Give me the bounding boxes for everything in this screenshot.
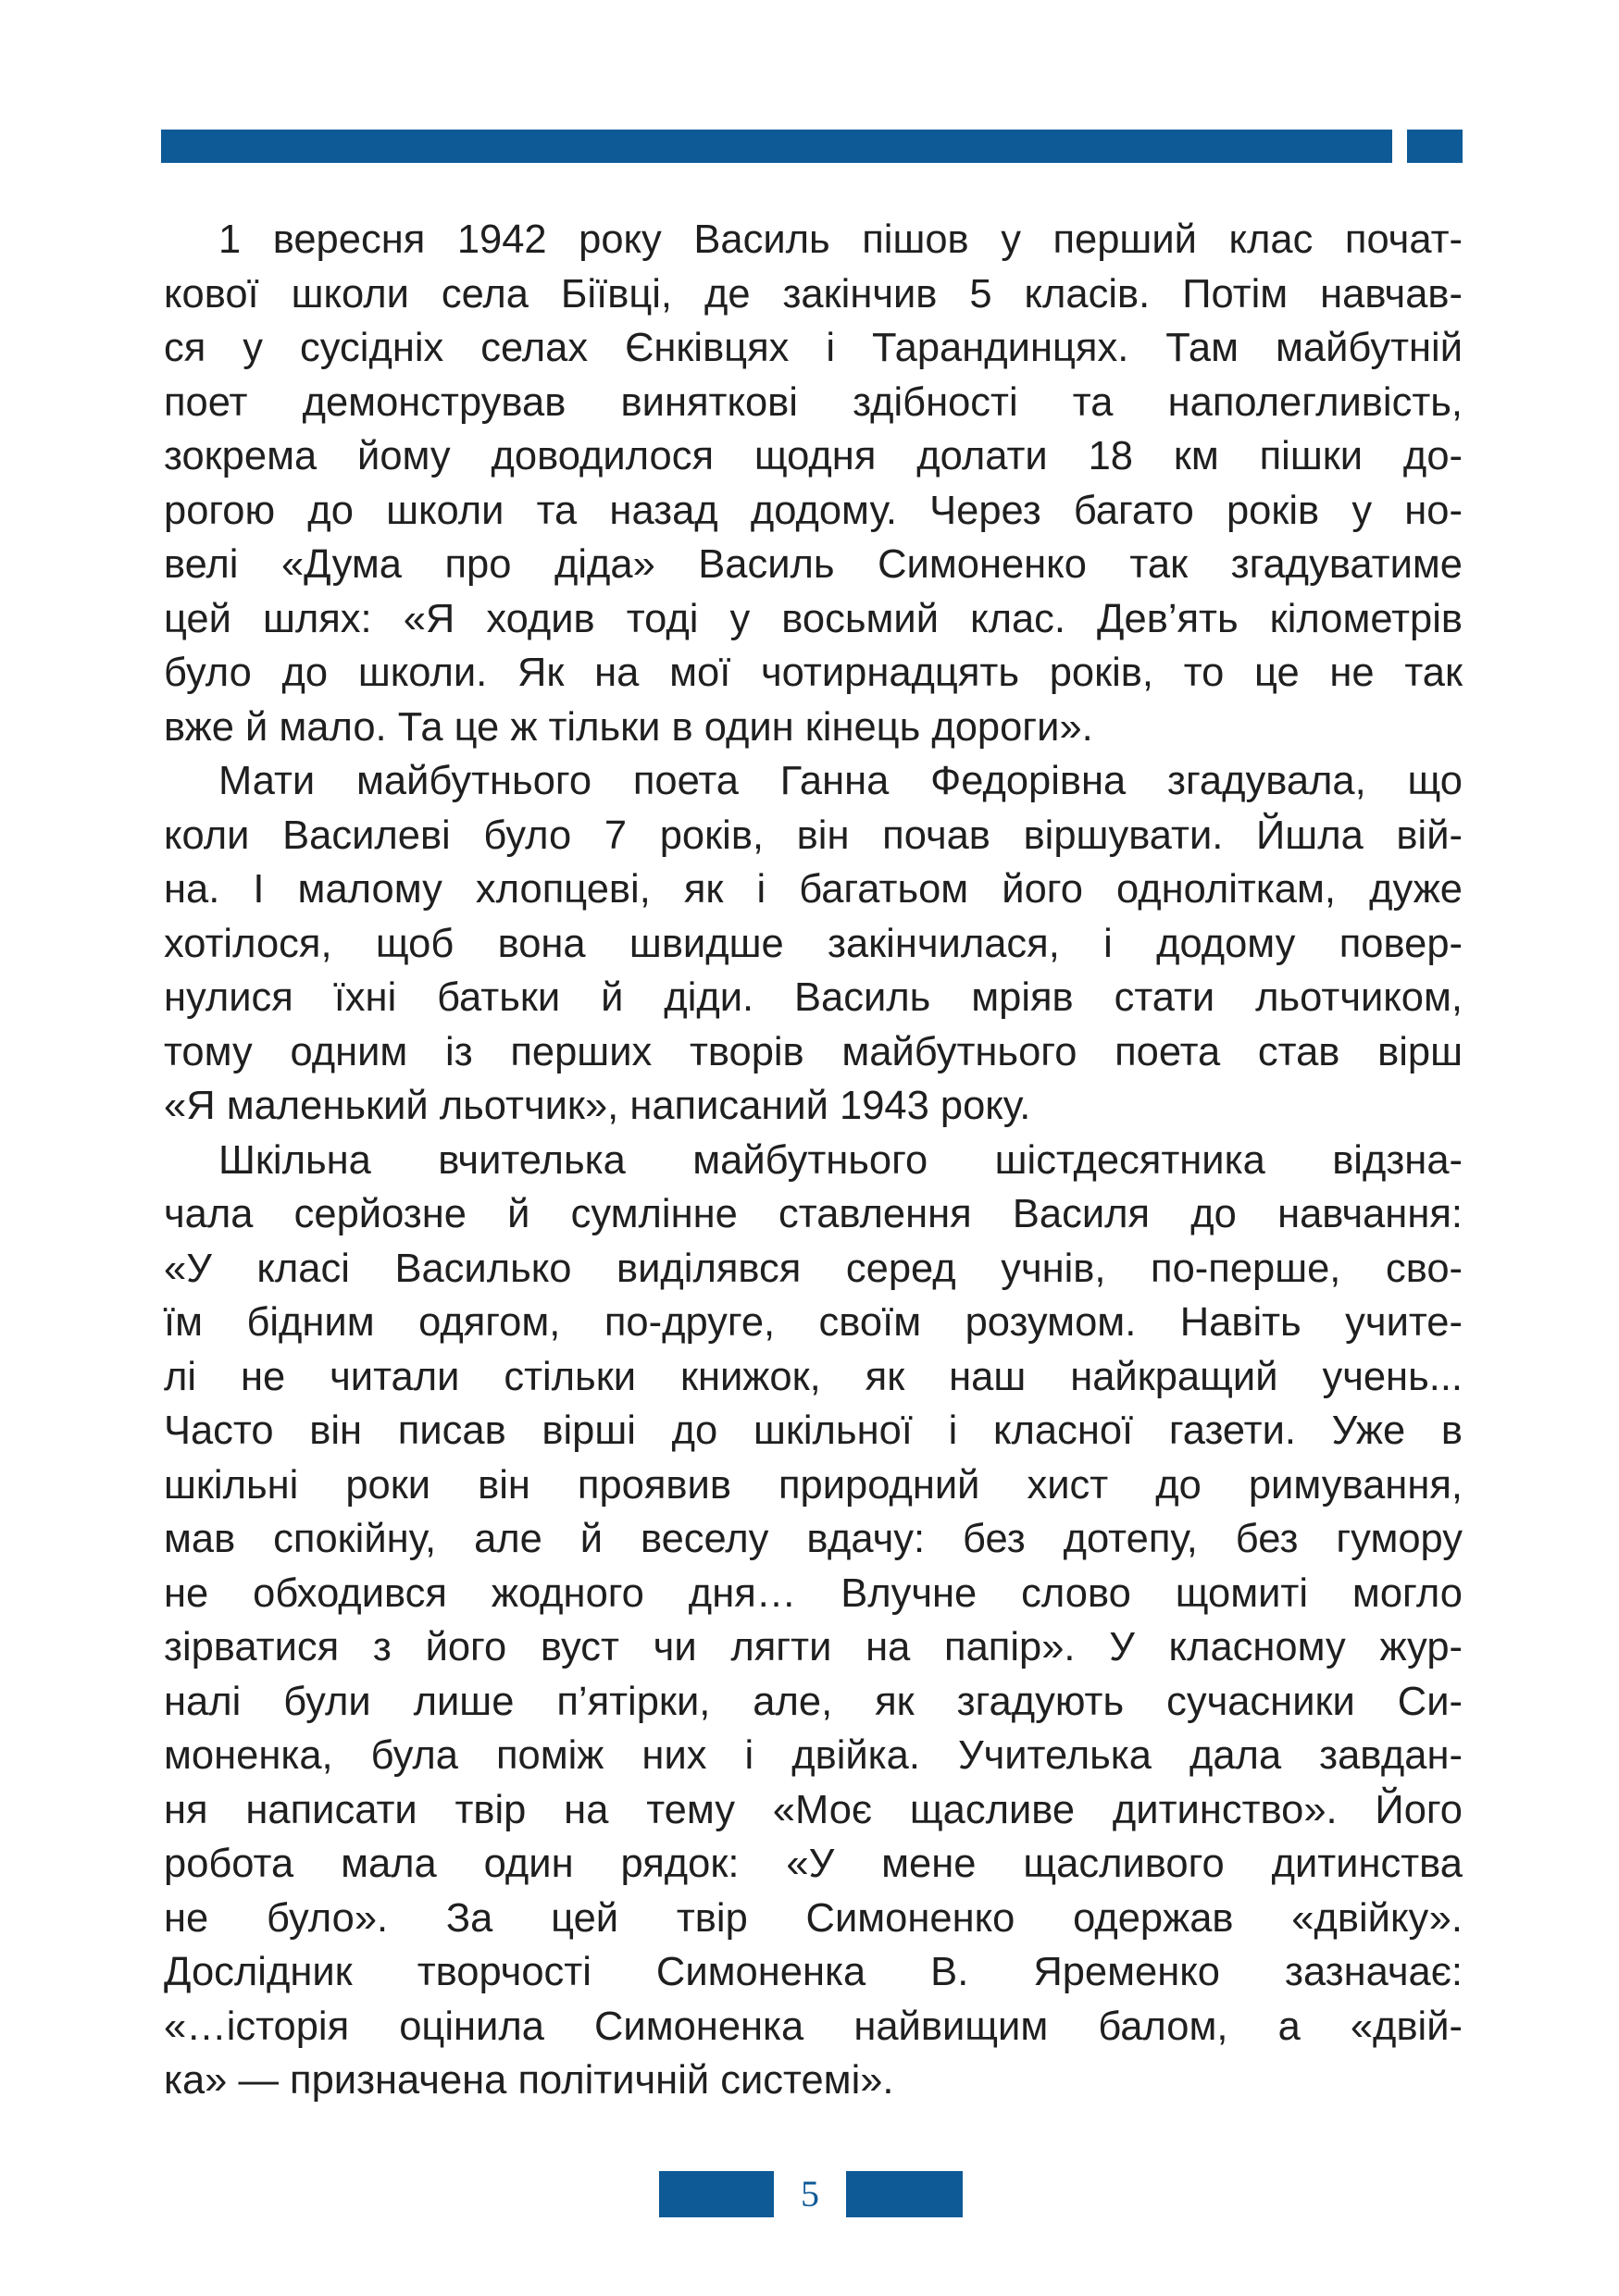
paragraph-2 xyxy=(164,754,1463,1134)
text-line: коли Василеві було 7 років, він почав віршувати. Йшла вій- xyxy=(164,813,1463,858)
text-line: робота мала один рядок: «У мене щасливого дитинства xyxy=(164,1842,1463,1886)
page-number: 5 xyxy=(801,2173,819,2215)
text-line: поет демонстрував виняткові здібності та наполегливість, xyxy=(164,379,1463,425)
text-line: чала серйозне й сумлінне ставлення Василя до навчання: xyxy=(164,1192,1463,1236)
text-line: велі «Дума про діда» Василь Симоненко так згадуватиме xyxy=(164,542,1463,587)
paragraph-3 xyxy=(164,1134,1463,2108)
text-line: «Я маленький льотчик», написаний 1943 року. xyxy=(164,1084,1031,1128)
text-line: ня написати твір на тему «Моє щасливе дитинство». Його xyxy=(164,1787,1463,1832)
text-line: не було». За цей твір Симоненко одержав «двійку». xyxy=(164,1895,1463,1941)
text-line: кової школи села Біївці, де закінчив 5 класів. Потім навчав- xyxy=(164,271,1463,316)
text-line: налі були лише п’ятірки, але, як згадують сучасники Си- xyxy=(164,1679,1463,1724)
text-line: лі не читали стільки книжок, як наш найкращий учень... xyxy=(164,1354,1463,1399)
text-line: тому одним із перших творів майбутнього поета став вірш xyxy=(164,1029,1463,1074)
text-line: мав спокійну, але й веселу вдачу: без дотепу, без гумору xyxy=(164,1517,1463,1561)
text-line: не обходився жодного дня… Влучне слово щомиті могло xyxy=(164,1570,1463,1616)
text-line: було до школи. Як на мої чотирнадцять років, то це не так xyxy=(164,651,1463,695)
text-line: «…історія оцінила Симоненка найвищим балом, а «двій- xyxy=(164,2004,1463,2049)
text-line: Мати майбутнього поета Ганна Федорівна згадувала, що xyxy=(218,759,1463,803)
text-line: цей шлях: «Я ходив тоді у восьмий клас. Дев’ять кілометрів xyxy=(164,596,1463,641)
footer-decorative-bar-left xyxy=(659,2171,774,2217)
text-line: рогою до школи та назад додому. Через багато років у но- xyxy=(164,488,1463,533)
text-line: нулися їхні батьки й діди. Василь мріяв стати льотчиком, xyxy=(164,975,1463,1020)
text-line: «У класі Василько виділявся серед учнів, по-перше, сво- xyxy=(164,1246,1463,1291)
text-line: на. І малому хлопцеві, як і багатьом його одноліткам, дуже xyxy=(164,867,1463,912)
text-line: вже й мало. Та це ж тільки в один кінець дороги». xyxy=(164,704,1093,750)
text-line: моненка, була поміж них і двійка. Учителька дала завдан- xyxy=(164,1733,1463,1778)
text-line: їм бідним одягом, по-друге, своїм розумом. Навіть учите- xyxy=(164,1300,1463,1345)
text-line: ка» — призначена політичній системі». xyxy=(164,2058,894,2103)
page-footer xyxy=(659,2171,965,2217)
header-decorative-bar xyxy=(161,130,1392,163)
text-line: Шкільна вчителька майбутнього шістдесятника відзна- xyxy=(218,1137,1463,1183)
text-line: ся у сусідніх селах Єнківцях і Тарандинцях. Там майбутній xyxy=(164,326,1463,370)
text-line: 1 вересня 1942 року Василь пішов у перший клас почат- xyxy=(218,217,1463,262)
body-text xyxy=(164,213,1463,2108)
text-line: шкільні роки він проявив природний хист до римування, xyxy=(164,1462,1463,1508)
text-line: зокрема йому доводилося щодня долати 18 км пішки до- xyxy=(164,434,1463,478)
text-line: хотілося, щоб вона швидше закінчилася, і додому повер- xyxy=(164,921,1463,966)
text-line: Часто він писав вірші до шкільної і класної газети. Уже в xyxy=(164,1409,1463,1453)
text-line: зірватися з його вуст чи лягти на папір». У класному жур- xyxy=(164,1625,1463,1669)
paragraph-1 xyxy=(164,213,1463,754)
footer-decorative-bar-right xyxy=(846,2171,963,2217)
text-line: Дослідник творчості Симоненка В. Яременко зазначає: xyxy=(164,1950,1463,1994)
header-decorative-bar-short xyxy=(1407,130,1463,163)
